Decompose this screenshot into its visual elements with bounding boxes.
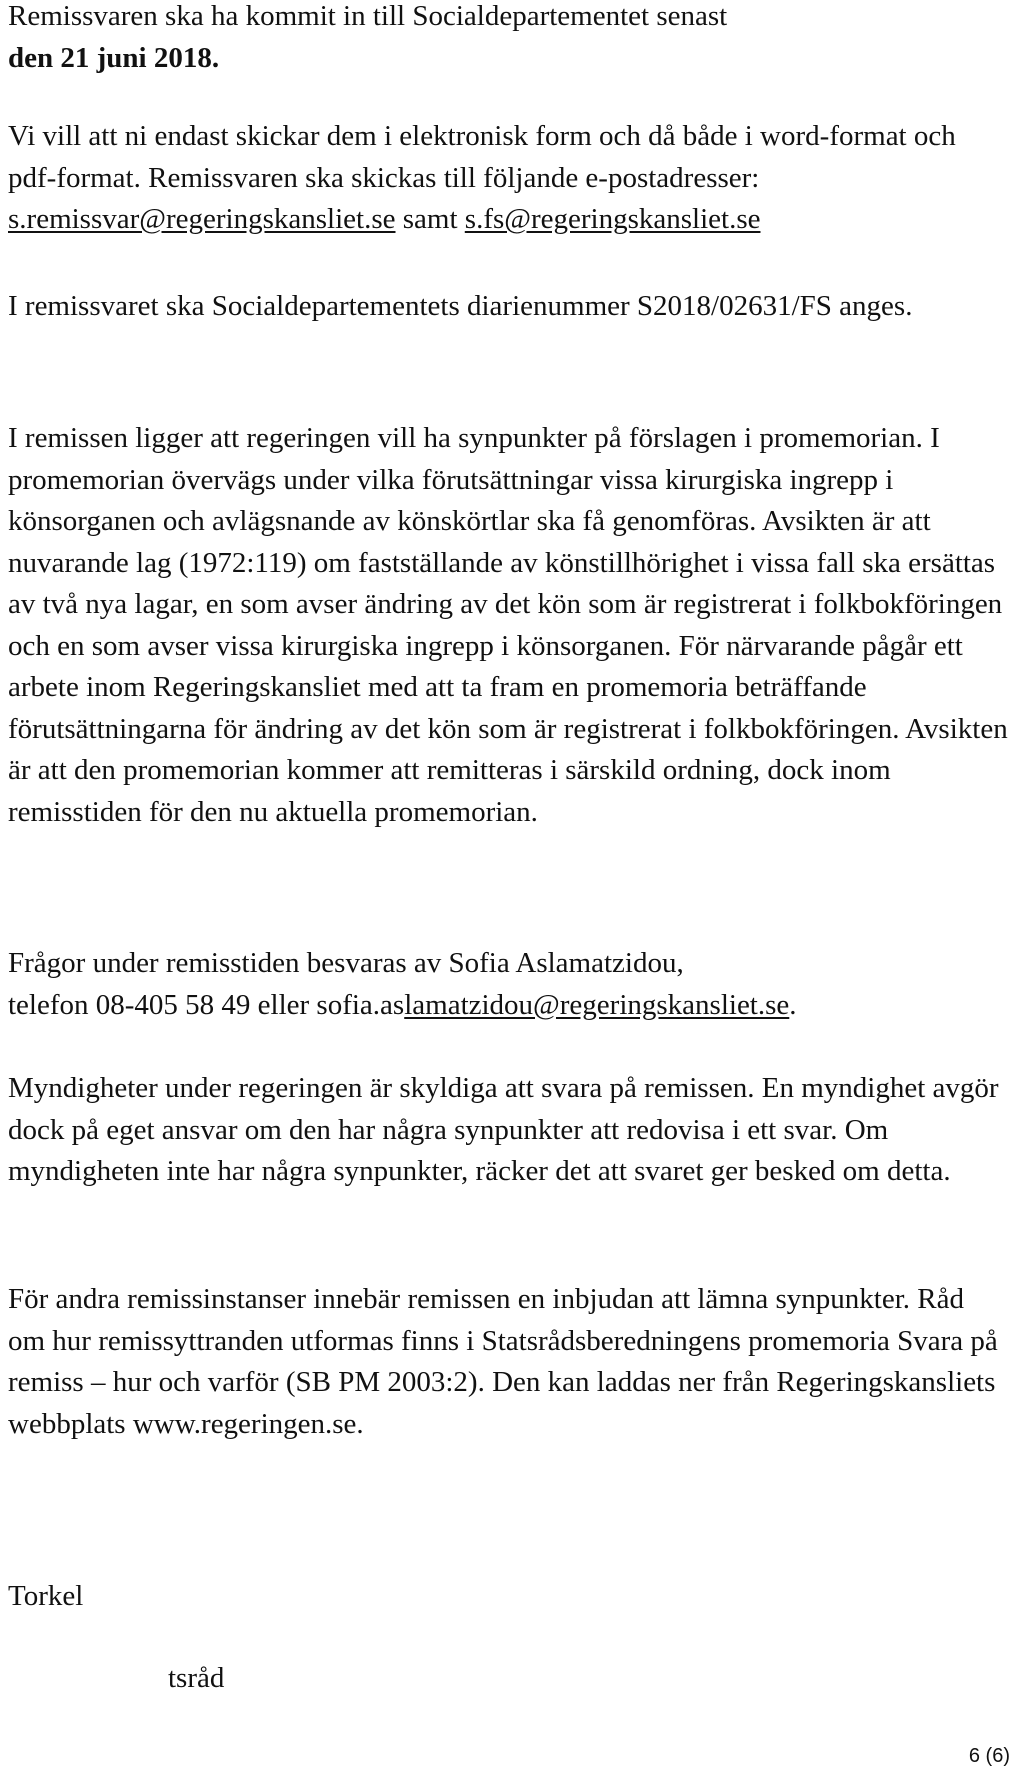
deadline-line: Remissvaren ska ha kommit in till Socialdepartementet senast bbox=[8, 0, 728, 32]
signature-name: Torkel bbox=[8, 1580, 84, 1612]
other-recipients-paragraph: För andra remissinstanser innebär remissen en inbjudan att lämna synpunkter. Råd om hur remissyttranden utformas finns i Statsrådsberedningens promemoria Svara på remiss – hur och varför (SB PM 2003:2). Den kan laddas ner från Regeringskansliets webbplats www.regeringen.se. bbox=[8, 1283, 998, 1440]
page-number: 6 (6) bbox=[968, 1745, 1010, 1767]
format-paragraph bbox=[8, 116, 1008, 241]
contact-period: . bbox=[789, 988, 797, 1021]
email-link-remissvar[interactable]: s.remissvar@regeringskansliet.se bbox=[8, 203, 396, 235]
signature-title: tsråd bbox=[168, 1662, 225, 1694]
email-link-fs[interactable]: s.fs@regeringskansliet.se bbox=[464, 203, 761, 235]
deadline-date: den 21 juni 2018. bbox=[8, 41, 220, 74]
obligation-paragraph: Myndigheter under regeringen är skyldiga att svara på remissen. En myndighet avgör dock på eget ansvar om den har några synpunkter att redovisa i ett svar. Om myndigheten inte har några synpunkter, räcker det att svaret ger besked om detta. bbox=[8, 1072, 999, 1187]
contact-paragraph bbox=[8, 943, 1008, 1026]
contact-email-link[interactable]: lamatzidou@regeringskansliet.se bbox=[404, 988, 790, 1021]
contact-phone-text: telefon 08-405 58 49 eller sofia.as bbox=[8, 988, 405, 1021]
format-text: Vi vill att ni endast skickar dem i elektronisk form och då både i word-format och pdf-format. Remissvaren ska skickas till följande e-postadresser: bbox=[8, 120, 956, 194]
purpose-paragraph: I remissen ligger att regeringen vill ha synpunkter på förslagen i promemorian. I promemorian övervägs under vilka förutsättningar vissa kirurgiska ingrepp i könsorganen och avlägsnande av könskörtlar ska få genomföras. Avsikten är att nuvarande lag (1972:119) om fastställande av könstillhörighet i vissa fall ska ersättas av två nya lagar, en som avser ändring av det kön som är registrerat i folkbokföringen och en som avser vissa kirurgiska ingrepp i könsorganen. För närvarande pågår ett arbete inom Regeringskansliet med att ta fram en promemoria beträffande förutsättningarna för ändring av det kön som är registrerat i folkbokföringen. Avsikten är att den promemorian kommer att remitteras i särskild ordning, dock inom remisstiden för den nu aktuella promemorian. bbox=[8, 422, 1008, 828]
deadline-paragraph bbox=[8, 0, 1008, 79]
diary-number-paragraph: I remissvaret ska Socialdepartementets diarienummer S2018/02631/FS anges. bbox=[8, 290, 913, 322]
contact-details bbox=[8, 985, 1008, 1027]
contact-line: Frågor under remisstiden besvaras av Sofia Aslamatzidou, bbox=[8, 947, 684, 979]
email-joiner: samt bbox=[402, 203, 458, 235]
